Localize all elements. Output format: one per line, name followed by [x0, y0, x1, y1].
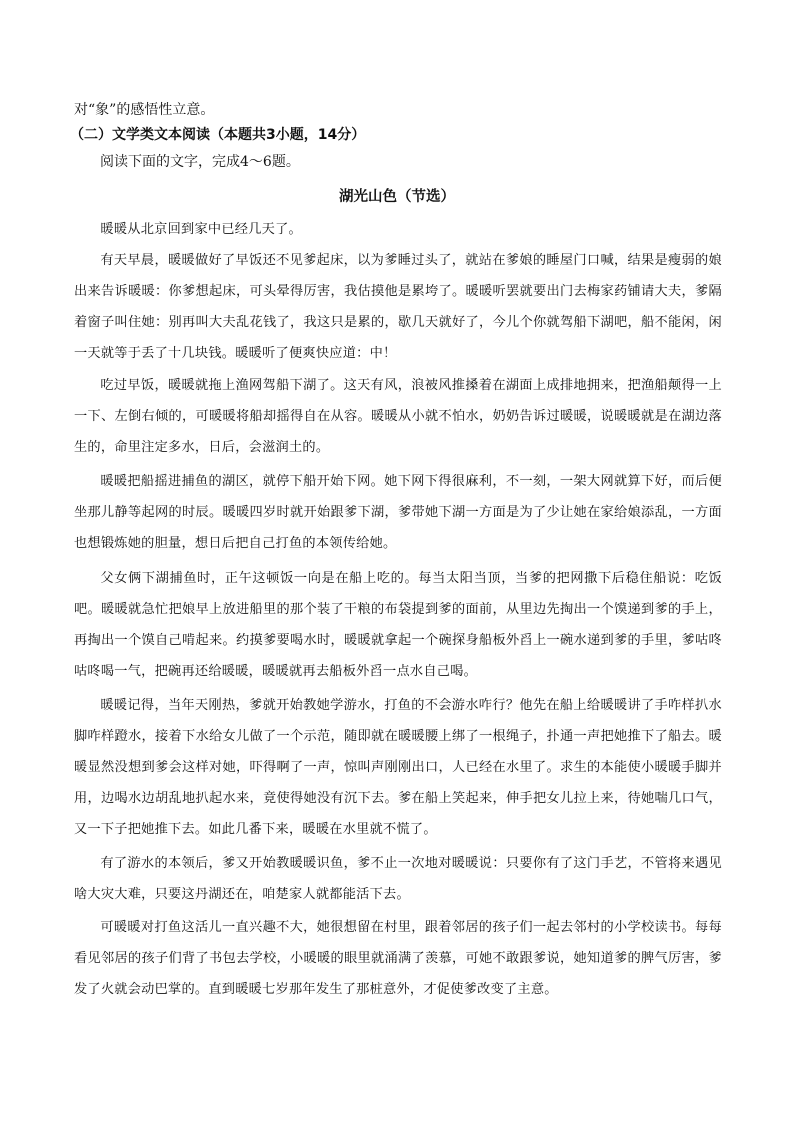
instruction-text: 阅读下面的文字，完成4～6题。 — [100, 154, 300, 170]
article-paragraph: 父女俩下湖捕鱼时，正午这顿饭一向是在船上吃的。每当太阳当顶，当爹的把网撒下后稳住船说：吃饭吧。暖暖就急忙把娘早上放进船里的那个装了干粮的布袋提到爹的面前，从里边先掏出一个馍递到爹的手上，再掏出一个馍自己啃起来。约摸爹要喝水时，暖暖就拿起一个碗探身船板外舀上一碗水递到爹的手里，爹咕咚咕咚喝一气，把碗再还给暖暖，暖暖就再去船板外舀一点水自己喝。 — [74, 571, 722, 679]
carryover-text: 对“象”的感悟性立意。 — [74, 102, 215, 118]
article-paragraph: 有天早晨，暖暖做好了早饭还不见爹起床，以为爹睡过头了，就站在爹娘的睡屋门口喊，结果是瘦弱的娘出来告诉暖暖：你爹想起床，可头晕得厉害，我估摸他是累垮了。暖暖听罢就要出门去梅家药铺请大夫，爹隔着窗子叫住她：别再叫大夫乱花钱了，我这只是累的，歇几天就好了，今儿个你就驾船下湖吧，船不能闲，闲一天就等于丢了十几块钱。暖暖听了便爽快应道：中！ — [74, 253, 722, 361]
article-paragraph: 吃过早饭，暖暖就拖上渔网驾船下湖了。这天有风，浪被风推搡着在湖面上成排地拥来，把渔船颠得一上一下、左倒右倾的，可暖暖将船却摇得自在从容。暖暖从小就不怕水，奶奶告诉过暖暖，说暖暖就是在湖边落生的，命里注定多水，日后，会滋润土的。 — [74, 378, 722, 455]
article-paragraph: 有了游水的本领后，爹又开始教暖暖识鱼，爹不止一次地对暖暖说：只要你有了这门手艺，不管将来遇见啥大灾大难，只要这丹湖还在，咱楚家人就都能活下去。 — [74, 856, 722, 902]
article-paragraph: 可暖暖对打鱼这活儿一直兴趣不大，她很想留在村里，跟着邻居的孩子们一起去邻村的小学校读书。每每看见邻居的孩子们背了书包去学校，小暖暖的眼里就涌满了羡慕，可她不敢跟爹说，她知道爹的脾气厉害，爹发了火就会动巴掌的。直到暖暖七岁那年发生了那桩意外，才促使爹改变了主意。 — [74, 920, 722, 997]
article-paragraph: 暖暖记得，当年天刚热，爹就开始教她学游水，打鱼的不会游水咋行？他先在船上给暖暖讲了手咋样扒水脚咋样蹬水，接着下水给女儿做了一个示范，随即就在暖暖腰上绑了一根绳子，扑通一声把她推下了船去。暖暖显然没想到爹会这样对她，吓得啊了一声，惊叫声刚刚出口，人已经在水里了。求生的本能使小暖暖手脚并用，边喝水边胡乱地扒起水来，竟使得她没有沉下去。爹在船上笑起来，伸手把女儿拉上来，待她喘几口气，又一下子把她推下去。如此几番下来，暖暖在水里就不慌了。 — [74, 698, 722, 837]
article-title: 湖光山色（节选） — [339, 189, 455, 205]
section-heading: （二）文学类文本阅读（本题共3小题，14分） — [70, 127, 366, 143]
article-paragraph: 暖暖从北京回到家中已经几天了。 — [100, 222, 302, 237]
article-paragraph: 暖暖把船摇进捕鱼的湖区，就停下船开始下网。她下网下得很麻利，不一刻，一架大网就算下好，而后便坐那儿静等起网的时辰。暖暖四岁时就开始跟爹下湖，爹带她下湖一方面是为了少让她在家给娘添乱，一方面也想锻炼她的胆量，想日后把自己打鱼的本领传给她。 — [74, 474, 722, 551]
